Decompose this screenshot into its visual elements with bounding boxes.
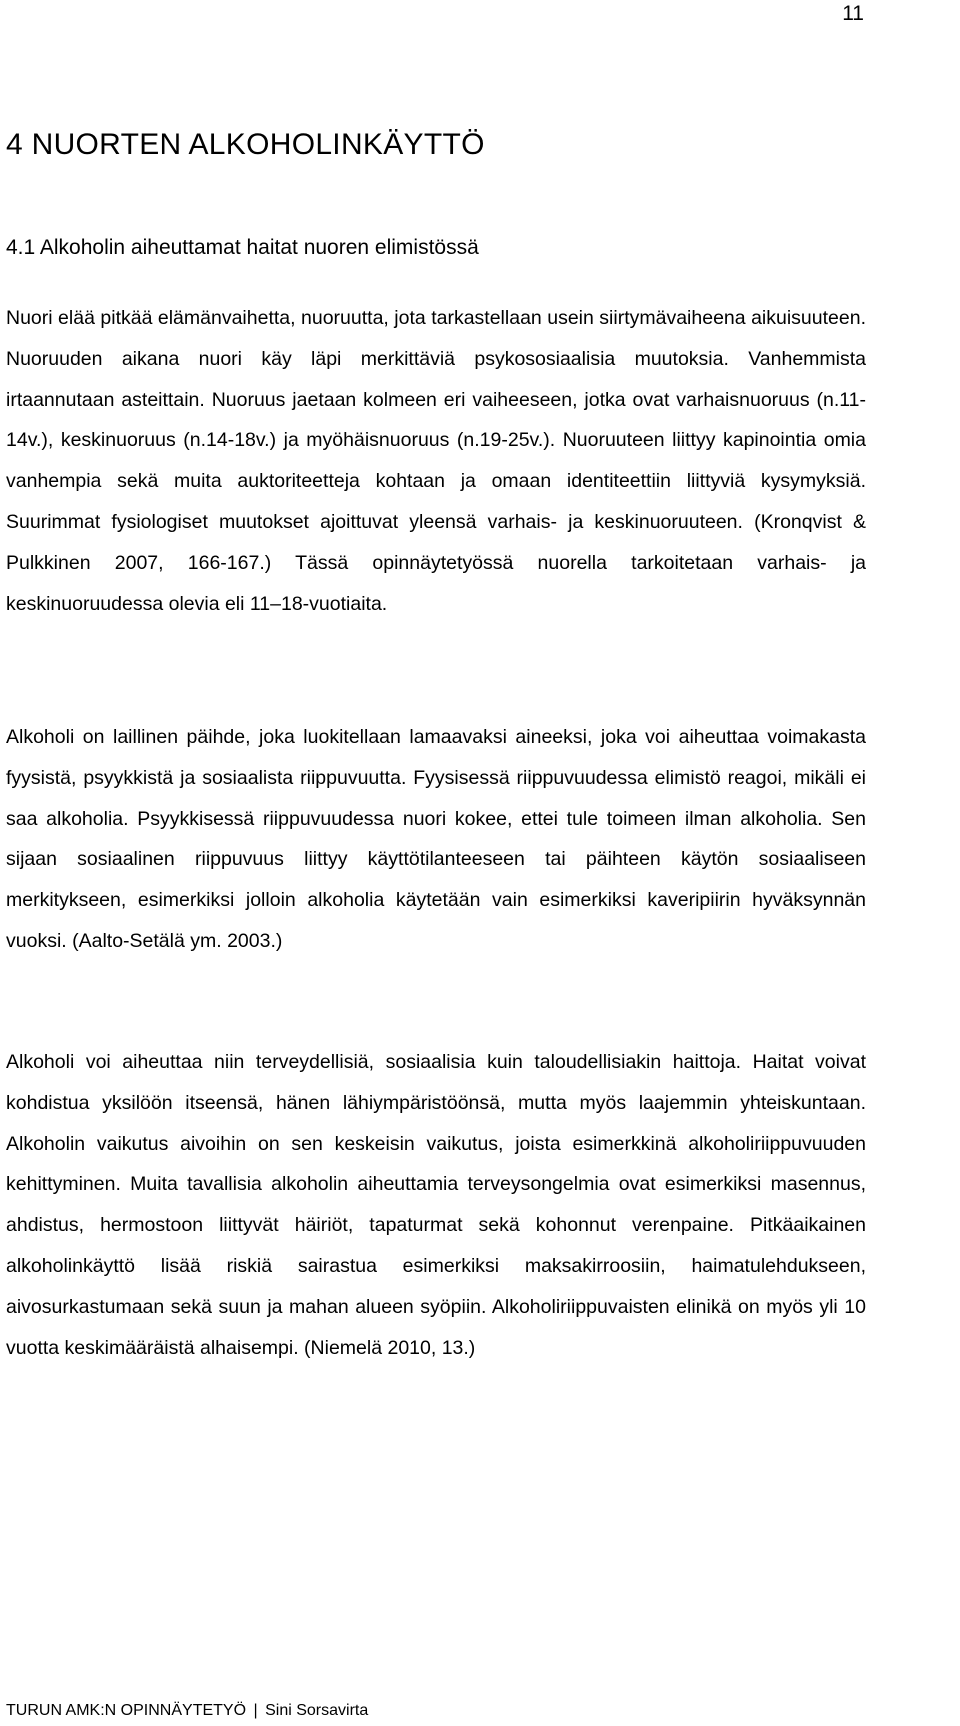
body-paragraph: Alkoholi voi aiheuttaa niin terveydellisiä, sosiaalisia kuin taloudellisiakin haittoja. Haitat voivat kohdistua yksilöön itseensä, hänen lähiympäristöönsä, mutta myös laajemmin yhteiskuntaan. Alkoholin vaikutus aivoihin on sen keskeisin vaikutus, joista esimerkkinä alkoholiriippuvuuden kehittyminen. Muita tavallisia alkoholin aiheuttamia terveysongelmia ovat esimerkiksi masennus, ahdistus, hermostoon liittyvät häiriöt, tapaturmat sekä kohonnut verenpaine. Pitkäaikainen alkoholinkäyttö lisää riskiä sairastua esimerkiksi maksakirroosiin, haimatulehdukseen, aivosurkastumaan sekä suun ja mahan alueen syöpiin. Alkoholiriippuvaisten elinikä on myös yli 10 vuotta keskimääräistä alhaisempi. (Niemelä 2010, 13.) — [6, 1051, 866, 1359]
footer-author: Sini Sorsavirta — [265, 1702, 369, 1719]
body-paragraph: Nuori elää pitkää elämänvaihetta, nuoruutta, jota tarkastellaan usein siirtymävaiheena aikuisuuteen. Nuoruuden aikana nuori käy läpi merkittäviä psykososiaalisia muutoksia. Vanhemmista irtaannutaan asteittain. Nuoruus jaetaan kolmeen eri vaiheeseen, jotka ovat varhaisnuoruus (n.11-14v.), keskinuoruus (n.14-18v.) ja myöhäisnuoruus (n.19-25v.). Nuoruuteen liittyy kapinointia omia vanhempia sekä muita auktoriteetteja kohtaan ja omaan identiteettiin liittyviä kysymyksiä. Suurimmat fysiologiset muutokset ajoittuvat yleensä varhais- ja keskinuoruuteen. (Kronqvist & Pulkkinen 2007, 166-167.) Tässä opinnäytetyössä nuorella tarkoitetaan varhais- ja keskinuoruudessa olevia eli 11–18-vuotiaita. — [6, 307, 866, 615]
chapter-heading: 4 NUORTEN ALKOHOLINKÄYTTÖ — [6, 128, 485, 161]
page-number: 11 — [842, 2, 864, 25]
body-paragraph: Alkoholi on laillinen päihde, joka luokitellaan lamaavaksi aineeksi, joka voi aiheuttaa voimakasta fyysistä, psyykkistä ja sosiaalista riippuvuutta. Fyysisessä riippuvuudessa elimistö reagoi, mikäli ei saa alkoholia. Psyykkisessä riippuvuudessa nuori kokee, ettei tule toimeen ilman alkoholia. Sen sijaan sosiaalinen riippuvuus liittyy käyttötilanteeseen tai päihteen käytön sosiaaliseen merkitykseen, esimerkiksi jolloin alkoholia käytetään vain esimerkiksi kaveripiirin hyväksynnän vuoksi. (Aalto-Setälä ym. 2003.) — [6, 726, 866, 952]
section-heading: 4.1 Alkoholin aiheuttamat haitat nuoren elimistössä — [6, 236, 479, 259]
page-footer — [6, 1702, 368, 1720]
footer-separator: | — [253, 1702, 258, 1719]
footer-institution: TURUN AMK:N OPINNÄYTETYÖ — [6, 1702, 247, 1719]
